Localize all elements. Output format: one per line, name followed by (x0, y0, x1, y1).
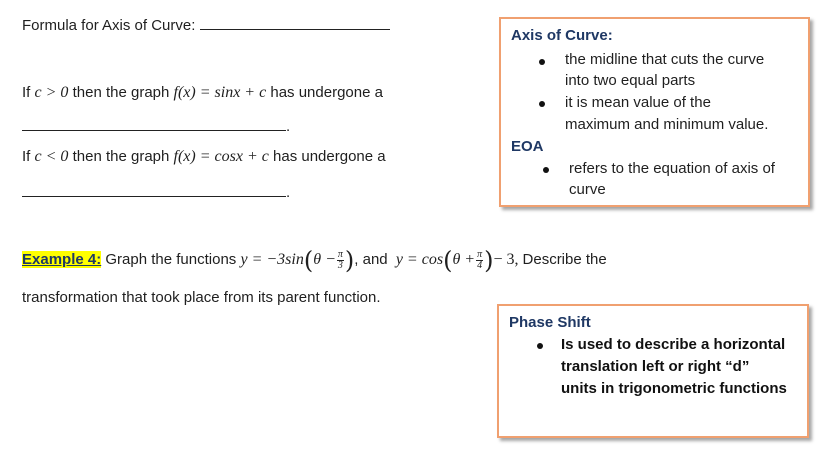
axis-of-curve-box (499, 17, 810, 207)
axis-bullet-line-4: maximum and minimum value. (565, 116, 769, 133)
phase-shift-box (497, 304, 809, 438)
example-text: Graph the functions (105, 251, 237, 268)
axis-bullet-line-1: the midline that cuts the curve (565, 51, 765, 68)
equation-2: y = cos(θ + $\frac{\pi}{4}$ )− 3, (395, 246, 519, 275)
answer-blank-2[interactable]: . (22, 184, 290, 201)
example-text-2: Describe the (522, 251, 607, 268)
formula-blank[interactable] (200, 17, 390, 30)
statement-negative-c: If c < 0 then the graph f(x) = cosx + c has undergone a (22, 148, 386, 165)
phase-shift-title: Phase Shift (509, 314, 591, 331)
eoa-bullet-line-1: refers to the equation of axis of (569, 160, 775, 177)
example-4-line-2: transformation that took place from its parent function. (22, 289, 381, 306)
axis-bullet-line-3: it is mean value of the (565, 94, 711, 111)
equation-1: y = −3sin(θ − $\frac{\pi}{3}$ ) (240, 246, 355, 275)
bullet-icon (539, 59, 545, 65)
bullet-icon (539, 101, 545, 107)
phase-line-3: units in trigonometric functions (561, 380, 787, 397)
eoa-bullet-line-2: curve (569, 181, 606, 198)
axis-bullet-line-2: into two equal parts (565, 72, 696, 89)
formula-label: Formula for Axis of Curve: (22, 17, 390, 34)
phase-line-1: Is used to describe a horizontal (561, 336, 786, 353)
example-label: Example 4: (22, 251, 102, 268)
and-word: and (362, 251, 388, 268)
bullet-icon (537, 343, 543, 349)
example-4-line: Example 4: Graph the functions y = −3sin(θ − $\frac{\pi}{3}$ ), and y = cos(θ + $\frac{\pi}{4}$ )− 3, Describe the (22, 246, 607, 275)
bullet-icon (543, 167, 549, 173)
eoa-title: EOA (511, 138, 544, 155)
axis-box-title: Axis of Curve: (511, 27, 613, 44)
phase-line-2: translation left or right “d” (561, 358, 750, 375)
answer-blank-1[interactable]: . (22, 118, 290, 135)
statement-positive-c: If c > 0 then the graph f(x) = sinx + c has undergone a (22, 84, 383, 101)
